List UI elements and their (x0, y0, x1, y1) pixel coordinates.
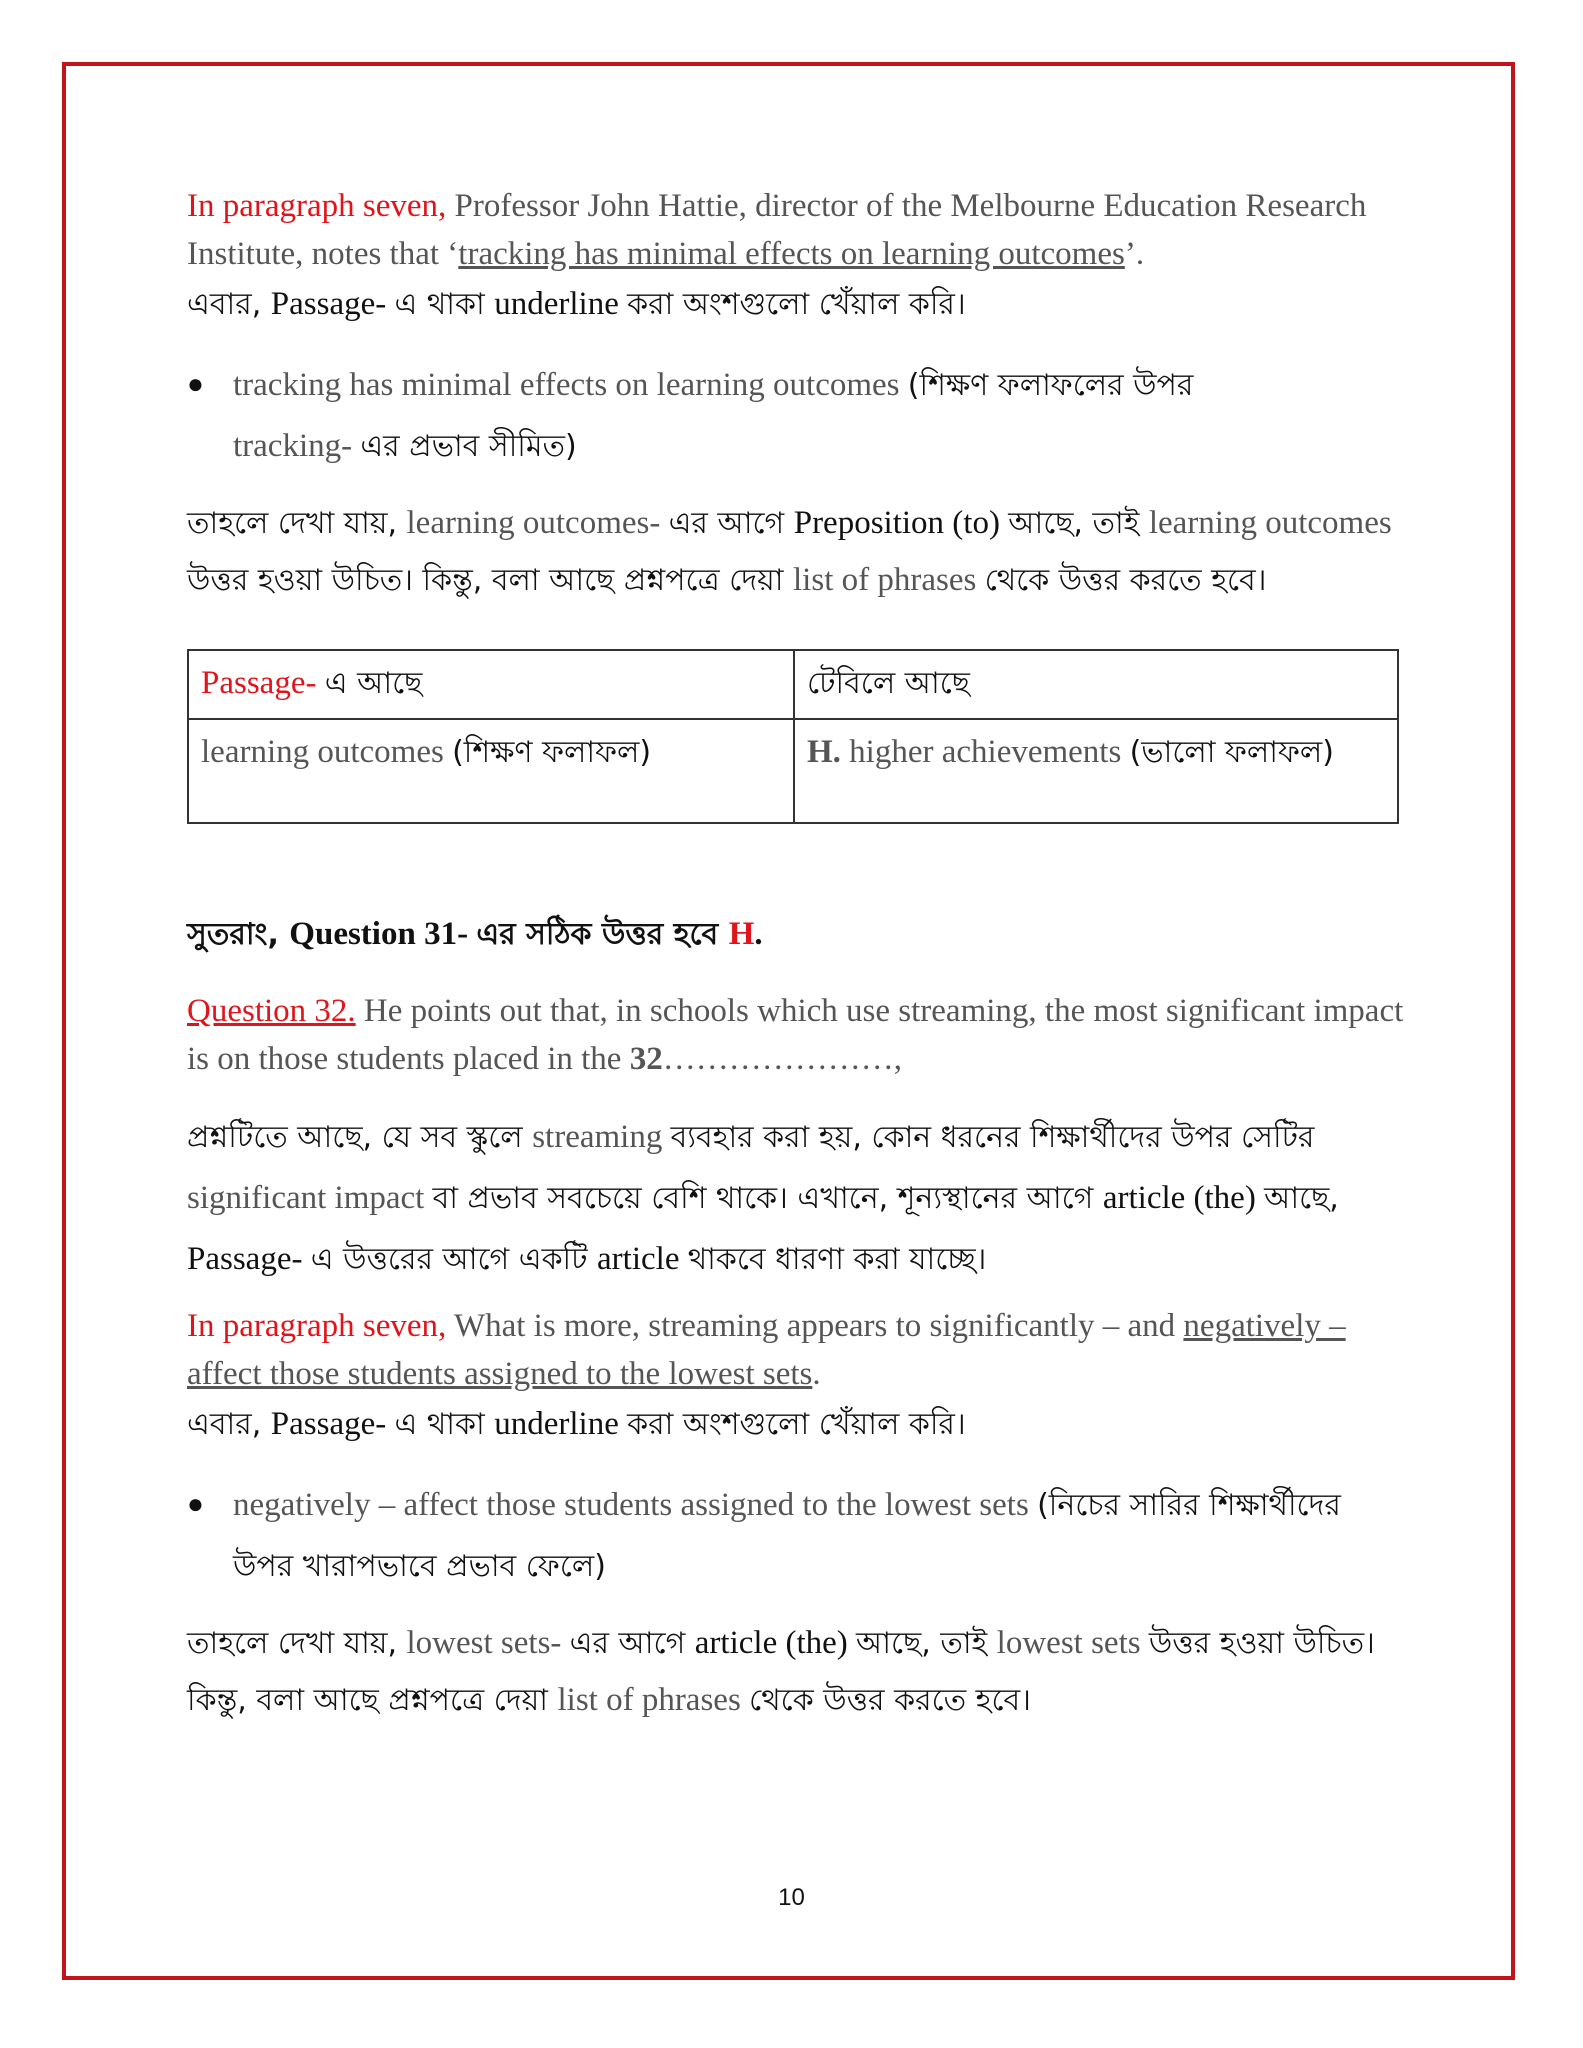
explanation-paragraph-1: তাহলে দেখা যায়, learning outcomes- এর আগে Preposition (to) আছে, তাই learning outcomes উত্তর হওয়া উচিত। কিন্তু, বলা আছে প্রশ্নপত্রে দেয়া list of phrases থেকে উত্তর করতে হবে। (187, 505, 1392, 598)
table-cell-answer: H. higher achievements (ভালো ফলাফল) (794, 719, 1398, 823)
explanation-paragraph-3: তাহলে দেখা যায়, lowest sets- এর আগে article (the) আছে, তাই lowest sets উত্তর হওয়া উচিত। কিন্তু, বলা আছে প্রশ্নপত্রে দেয়া list of phrases থেকে উত্তর করতে হবে। (187, 1625, 1375, 1718)
page-content (187, 182, 1407, 1729)
table-header-table: টেবিলে আছে (794, 650, 1398, 719)
bullet-icon: ● (187, 1489, 204, 1520)
explanation-paragraph-2: প্রশ্নটিতে আছে, যে সব স্কুলে streaming ব্যবহার করা হয়, কোন ধরনের শিক্ষার্থীদের উপর সেটির significant impact বা প্রভাব সবচেয়ে বেশি থাকে। এখানে, শূন্যস্থানের আগে article (the) আছে, Passage- এ উত্তরের আগে একটি article থাকবে ধারণা করা যাচ্ছে। (187, 1119, 1339, 1277)
paragraph-seven-quote-1: In paragraph seven, Professor John Hattie, director of the Melbourne Education Research Institute, notes that ‘tracking has minimal effects on learning outcomes’. (187, 188, 1367, 272)
bullet-icon: ● (187, 369, 204, 400)
paragraph-seven-quote-2: In paragraph seven, What is more, streaming appears to significantly – and negatively – affect those students assigned to the lowest sets. (187, 1308, 1346, 1392)
table-cell-passage: learning outcomes (শিক্ষণ ফলাফল) (188, 719, 794, 823)
paragraph-label: In paragraph seven, (187, 1308, 447, 1344)
table-header-row (188, 650, 1398, 719)
underline-intro-2: এবার, Passage- এ থাকা underline করা অংশগুলো খেঁয়াল করি। (187, 1406, 966, 1442)
underlined-quote: negatively – affect those students assigned to the lowest sets (187, 1308, 1346, 1392)
question-32: Question 32. He points out that, in schools which use streaming, the most significant impact is on those students placed in the 32…………………, (187, 993, 1404, 1077)
bullet-item-2: ● negatively – affect those students assigned to the lowest sets (নিচের সারির শিক্ষার্থীদের উপর খারাপভাবে প্রভাব ফেলে) (187, 1475, 1407, 1597)
comparison-table (187, 649, 1399, 824)
question-label: Question 32. (187, 993, 356, 1029)
page-number: 10 (778, 1884, 805, 1911)
paragraph-label: In paragraph seven, (187, 188, 447, 224)
table-row (188, 719, 1398, 823)
table-header-passage: Passage- এ আছে (188, 650, 794, 719)
answer-31: সুতরাং, Question 31- এর সঠিক উত্তর হবে H. (187, 916, 763, 952)
underlined-quote: tracking has minimal effects on learning outcomes (458, 236, 1125, 272)
bullet-item-1: ● tracking has minimal effects on learning outcomes (শিক্ষণ ফলাফলের উপর tracking- এর প্রভাব সীমিত) (187, 355, 1407, 477)
underline-intro-1: এবার, Passage- এ থাকা underline করা অংশগুলো খেঁয়াল করি। (187, 286, 966, 322)
